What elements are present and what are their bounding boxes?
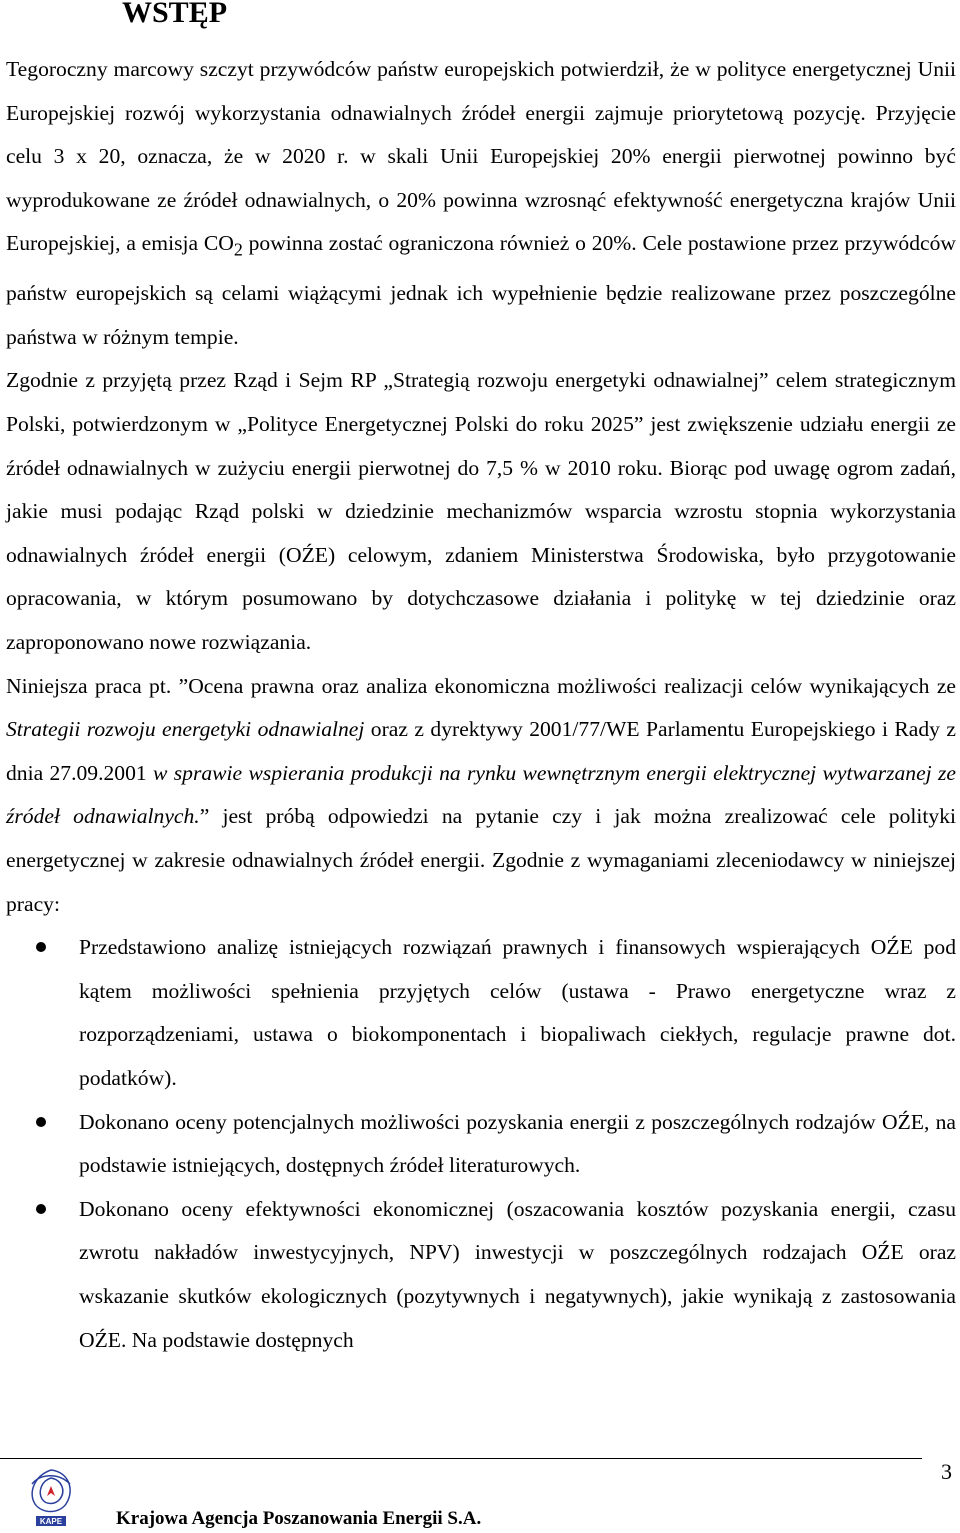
bullet-icon — [36, 942, 46, 952]
scope-text-2: oraz z dyrektywy 2001/77/WE Parlamentu Europejskiego i Rady z dnia 27.09.2001 — [6, 717, 956, 785]
list-item-text: Dokonano oceny potencjalnych możliwości pozyskania energii z poszczególnych rodzajów OŹE, na podstawie istniejących, dostępnych źródeł literaturowych. — [79, 1109, 956, 1178]
scope-text-1: Niniejsza praca pt. ”Ocena prawna oraz analiza ekonomiczna możliwości realizacji celów wynikających ze — [6, 673, 956, 698]
footer-divider — [0, 1458, 922, 1459]
intro-text: Tegoroczny marcowy szczyt przywódców państw europejskich potwierdził, że w polityce energetycznej Unii Europejskiej rozwój wykorzystania odnawialnych źródeł energii zajmuje priorytetową pozycję. Przyjęcie celu 3 x 20, oznacza, że w 2020 r. w skali Unii Europejskiej 20% energii pierwotnej powinno być wyprodukowane ze źródeł odnawialnych, o 20% powinna wzrosnąć efektywność energetyczna krajów Unii Europejskiej, a emisja CO — [6, 57, 956, 256]
footer-company-name: Krajowa Agencja Poszanowania Energii S.A. — [116, 1508, 482, 1529]
document-body — [6, 48, 956, 1362]
bullet-icon — [36, 1204, 46, 1214]
paragraph-scope — [6, 665, 956, 927]
logo-text: KAPE — [39, 1517, 63, 1526]
page-heading: WSTĘP — [122, 0, 228, 29]
list-item-text: Przedstawiono analizę istniejących rozwiązań prawnych i finansowych wspierających OŹE pod kątem możliwości spełnienia przyjętych celów (ustawa - Prawo energetyczne wraz z rozporządzeniami, ustawa o biokomponentach i biopaliwach ciekłych, regulacje prawne dot. podatków). — [79, 935, 956, 1090]
task-list — [6, 926, 956, 1362]
kape-logo-icon — [22, 1462, 80, 1532]
page-number: 3 — [941, 1459, 952, 1484]
intro-text-cont: powinna zostać ograniczona również o 20%. Cele postawione przez przywódców państw europejskich są celami wiążącymi jednak ich wypełnienie będzie realizowane przez poszczególne państwa w różnym tempie. — [6, 231, 957, 349]
list-item — [6, 926, 956, 1100]
logo-flame-icon — [47, 1486, 55, 1496]
list-item — [6, 1101, 956, 1188]
scope-italic-directive: w sprawie wspierania produkcji na rynku wewnętrznym energii elektrycznej wytwarzanej ze źródeł odnawialnych. — [6, 760, 956, 829]
paragraph-strategy: Zgodnie z przyjętą przez Rząd i Sejm RP „Strategią rozwoju energetyki odnawialnej” celem strategicznym Polski, potwierdzonym w „Polityce Energetycznej Polski do roku 2025” jest zwiększenie udziału energii ze źródeł odnawialnych w zużyciu energii pierwotnej do 7,5 % w 2010 roku. Biorąc pod uwagę ogrom zadań, jakie musi podając Rząd polski w dziedzinie mechanizmów wsparcia wzrostu stopnia wykorzystania odnawialnych źródeł energii (OŹE) celowym, zdaniem Ministerstwa Środowiska, było przygotowanie opracowania, w którym posumowano by dotychczasowe działania i politykę w tej dziedzinie oraz zaproponowano nowe rozwiązania. — [6, 368, 956, 655]
scope-text-3: ” jest próbą odpowiedzi na pytanie czy i jak można zrealizować cele polityki energetycznej w zakresie odnawialnych źródeł energii. Zgodnie z wymaganiami zleceniodawcy w niniejszej pracy: — [6, 804, 956, 916]
scope-italic-strategy: Strategii rozwoju energetyki odnawialnej — [6, 717, 365, 742]
list-item-text: Dokonano oceny efektywności ekonomicznej (oszacowania kosztów pozyskania energii, czasu zwrotu nakładów inwestycyjnych, NPV) inwestycji w poszczególnych rodzajach OŹE oraz wskazanie skutków ekologicznych (pozytywnych i negatywnych), jakie wynikają z zastosowania OŹE. Na podstawie dostępnych — [79, 1196, 956, 1352]
list-item — [6, 1188, 956, 1362]
paragraph-intro — [6, 48, 956, 359]
bullet-icon — [36, 1117, 46, 1127]
co2-subscript: 2 — [233, 239, 243, 260]
